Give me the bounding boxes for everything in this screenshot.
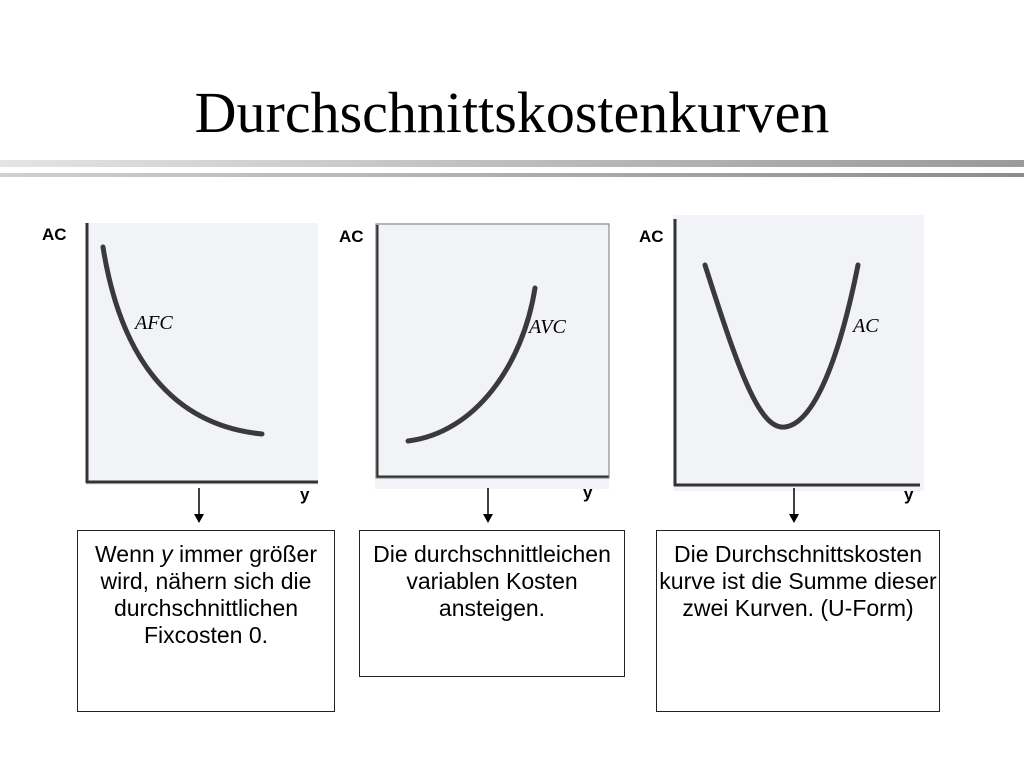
title-divider-top	[0, 160, 1024, 167]
ac-diagram	[635, 215, 925, 515]
ac-scan-background	[673, 215, 924, 491]
afc-scan-background	[86, 223, 318, 485]
ac-description: Die Durchschnittskosten kurve ist die Summe dieser zwei Kurven. (U-Form)	[659, 541, 937, 621]
ac-arrow	[784, 488, 804, 524]
avc-graph	[335, 215, 625, 515]
avc-y-axis-label: AC	[339, 227, 364, 246]
page-title: Durchschnittskostenkurven	[194, 80, 830, 145]
afc-x-axis-label: y	[300, 485, 310, 504]
avc-arrow	[478, 488, 498, 524]
ac-x-axis-label: y	[904, 485, 914, 504]
afc-diagram	[40, 215, 330, 515]
avc-x-axis-label: y	[583, 483, 593, 502]
afc-y-axis-label: AC	[42, 225, 67, 244]
avc-description-box	[359, 530, 625, 677]
afc-description: Wenn y immer größer wird, nähern sich die durchschnittlichen Fixcosten 0.	[95, 541, 317, 648]
ac-graph	[635, 215, 925, 515]
avc-scan-background	[375, 223, 609, 489]
ac-y-axis-label: AC	[639, 227, 664, 246]
avc-curve-label: AVC	[529, 316, 566, 338]
afc-description-box	[77, 530, 335, 712]
title-divider-bottom	[0, 173, 1024, 177]
avc-diagram	[335, 215, 625, 515]
afc-curve-label: AFC	[135, 312, 173, 334]
ac-description-box	[656, 530, 940, 712]
afc-arrow	[189, 488, 209, 524]
avc-description: Die durchschnittleichen variablen Kosten ansteigen.	[373, 541, 611, 621]
ac-curve-label: AC	[853, 315, 879, 337]
afc-graph	[40, 215, 330, 515]
